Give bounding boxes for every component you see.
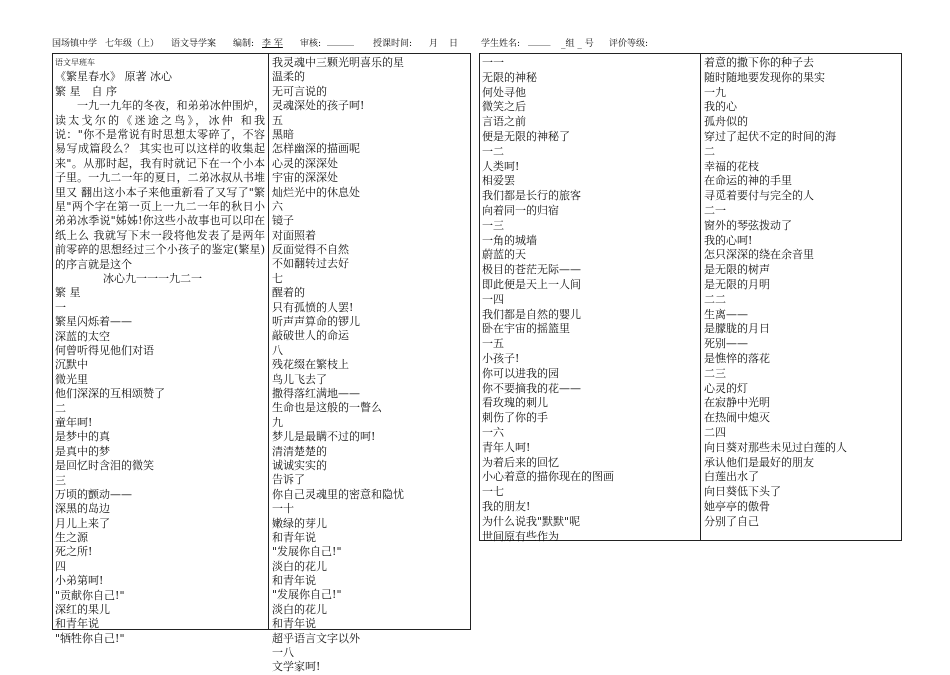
poem-line: 一五 <box>482 337 504 351</box>
poem-line: 在命运的神的手里 <box>704 174 792 188</box>
poem-line: 无限的神秘 <box>482 70 537 84</box>
poem-line: 穿过了起伏不定的时间的海 <box>704 129 836 143</box>
poem-line: 温柔的 <box>272 70 305 84</box>
poem-line: 二一 <box>704 203 726 217</box>
poem-line: 深红的果儿 <box>55 603 110 617</box>
poem-line: 是无限的月明 <box>704 277 770 291</box>
poem-line: 你不要摘我的花—— <box>482 381 581 395</box>
reviewer-label: 审核: <box>300 39 322 49</box>
poem-line: 诚诚实实的 <box>272 458 327 472</box>
poem-line: 生命也是这般的一瞥么 <box>272 401 382 415</box>
poem-line: 月儿上来了 <box>55 516 110 530</box>
poem-line: 微光里 <box>55 372 88 386</box>
poem-line: 我的朋友! <box>482 499 531 513</box>
poem-line: 繁星闪烁着—— <box>55 315 132 329</box>
poem-line: 是梦中的真 <box>55 430 110 444</box>
poem-line: 我的心 <box>704 100 737 114</box>
poem-line: 一八 <box>272 646 294 660</box>
poem-line: 一四 <box>482 292 504 306</box>
poem-line: 青年人呵! <box>482 440 531 454</box>
poem-line: 六 <box>272 199 283 213</box>
poem-line: 二二 <box>704 292 726 306</box>
poem-line: 和青年说 <box>272 617 316 631</box>
poem-line: 刺伤了你的手 <box>482 411 548 425</box>
poem-line: 梦儿是最瞒不过的呵! <box>272 430 376 444</box>
poem-line: 小心着意的描你现在的图画 <box>482 470 614 484</box>
poem-line: 生之源 <box>55 531 88 545</box>
poem-line: 你可以进我的园 <box>482 366 559 380</box>
poem-line: 一二 <box>482 144 504 158</box>
poem-line: 语文早班车 <box>55 58 95 67</box>
poem-line: 心灵的灯 <box>704 381 748 395</box>
month-label: 月 <box>429 39 439 49</box>
poem-line: 向日葵对那些未见过白莲的人 <box>704 440 847 454</box>
poem-line: 四 <box>55 559 66 573</box>
poem-line: 他们深深的互相颂赞了 <box>55 387 165 401</box>
poem-line: 文学家呵! <box>272 660 321 674</box>
column-2 <box>270 54 472 674</box>
editor-name: 李 军 <box>262 39 283 49</box>
poem-line: 童年呵! <box>55 415 93 429</box>
preface-text: 一九一九年的冬夜，和弟弟冰仲围炉，读太戈尔的《迷途之鸟》，冰仲 和我说："你不是常说有时思想太零碎了，不容易写成篇段么？ 其实也可以这样的收集起来"。从那时起，我有时就记下在一个小本子里。一九二一年的夏日，二弟冰叔从书堆里又 翻出这小本子来他重新看了又写了"繁星"两个字在第一页上一九二一年的秋日小弟弟冰季说"姊姊!你这些小故事也可以印在纸上么 我就写下末一段将他发表了是两年前零碎的思想经过三个小孩子的鉴定(繁星)的序言就是这个 <box>55 99 265 271</box>
column-2-poems <box>272 56 469 675</box>
poem-line: 和青年说 <box>55 617 99 631</box>
poem-line: 心灵的深深处 <box>272 156 338 170</box>
poem-line: 一角的城墙 <box>482 233 537 247</box>
poem-line: 幸福的花枝 <box>704 159 759 173</box>
poem-line: 灵魂深处的孩子呵! <box>272 99 365 113</box>
poem-line: 寻觅着要付与完全的人 <box>704 189 814 203</box>
poem-line: 微笑之后 <box>482 100 526 114</box>
poem-line: 一三 <box>482 218 504 232</box>
poem-line: 九 <box>272 415 283 429</box>
poem-line: 极目的苍茫无际—— <box>482 263 581 277</box>
poem-line: 淡白的花儿 <box>272 602 327 616</box>
poem-line: 淡白的花儿 <box>272 559 327 573</box>
poem-line: 醒着的 <box>272 286 305 300</box>
student-name-label: 学生姓名: <box>481 39 521 49</box>
poem-line: 言语之前 <box>482 115 526 129</box>
poem-line: 告诉了 <box>272 473 305 487</box>
poem-line: 死别—— <box>704 337 748 351</box>
column-3 <box>480 54 701 543</box>
left-table <box>52 53 471 674</box>
poem-line: 不如翻转过去好 <box>272 257 349 271</box>
poem-line: 向日葵低下头了 <box>704 485 781 499</box>
poem-line: 对面照着 <box>272 228 316 242</box>
poem-line: 随时随地要发现你的果实 <box>704 70 825 84</box>
poem-line: 镜子 <box>272 214 294 228</box>
column-4 <box>702 54 903 540</box>
poem-line: 灿烂光中的休息处 <box>272 185 360 199</box>
poem-line: 三 <box>55 473 66 487</box>
poem-line: 嫩绿的芽儿 <box>272 516 327 530</box>
poem-line: 是回忆时含泪的微笑 <box>55 459 154 473</box>
poem-line: 是真中的梦 <box>55 444 110 458</box>
poem-line: 承认他们是最好的朋友 <box>704 455 814 469</box>
poem-line: 一六 <box>482 425 504 439</box>
poem-line: 深蓝的太空 <box>55 329 110 343</box>
poem-line: 鸟儿飞去了 <box>272 372 327 386</box>
poem-line: 人类呵! <box>482 159 520 173</box>
school-name: 国场镇中学 <box>52 39 98 49</box>
poem-line: 一一 <box>482 56 504 69</box>
poem-line: 白莲出水了 <box>704 470 759 484</box>
poem-line: 她亭亭的傲骨 <box>704 499 770 513</box>
poem-line: 死之所! <box>55 545 93 559</box>
editor-label: 编制: <box>233 39 255 49</box>
preface-signature: 冰心九一一一九二一 <box>103 272 202 286</box>
poem-line: 无可言说的 <box>272 84 327 98</box>
poem-line: 宇宙的深深处 <box>272 171 338 185</box>
poem-line: 小孩子! <box>482 351 520 365</box>
poem-line: 孤舟似的 <box>704 115 748 129</box>
poem-line: 二 <box>704 144 715 158</box>
poem-line: 我灵魂中三颗光明喜乐的星 <box>272 56 404 69</box>
poem-line: 是无限的树声 <box>704 263 770 277</box>
poem-line: 和青年说 <box>272 530 316 544</box>
poem-line: 向着同一的归宿 <box>482 203 559 217</box>
grade-label: 七年级（上） <box>105 39 160 49</box>
poem-line: 繁 星 <box>55 286 81 300</box>
poem-line: 二 <box>55 401 66 415</box>
poem-line: 怎只深深的绕在余音里 <box>704 248 814 262</box>
poem-line: 怎样幽深的描画呢 <box>272 142 360 156</box>
poem-line: 一九 <box>704 85 726 99</box>
poem-line: 繁 星 自 序 <box>55 84 117 98</box>
poem-line: "发展你自己!" <box>272 588 342 602</box>
rating-label: 评价等级: <box>609 39 649 49</box>
poem-line: 卧在宇宙的摇篮里 <box>482 322 570 336</box>
poem-line: 我们都是长行的旅客 <box>482 189 581 203</box>
poem-line: 和青年说 <box>272 574 316 588</box>
poem-line: 撒得落红满地—— <box>272 386 360 400</box>
poem-line: 《繁星春水》 原著 冰心 <box>55 70 172 84</box>
poem-line: 深黑的岛边 <box>55 502 110 516</box>
poem-line: "贡献你自己!" <box>55 588 125 602</box>
poem-line: 为着后来的回忆 <box>482 455 559 469</box>
poem-line: 相爱罢 <box>482 174 515 188</box>
document-type: 语文导学案 <box>171 39 217 49</box>
poem-line: 我们都是自然的婴儿 <box>482 307 581 321</box>
poem-line: 你自己灵魂里的密意和隐忧 <box>272 487 404 501</box>
poem-line: 蔚蓝的天 <box>482 248 526 262</box>
reviewer-blank: ______ <box>327 36 354 46</box>
poem-line: 在寂静中光明 <box>704 396 770 410</box>
poem-line: 生离—— <box>704 307 748 321</box>
poem-line: 是朦胧的月日 <box>704 322 770 336</box>
poem-line: 残花缀在繁枝上 <box>272 358 349 372</box>
poem-line: 一七 <box>482 485 504 499</box>
column-1 <box>53 54 269 645</box>
poem-line: 超乎语言文字以外 <box>272 631 360 645</box>
poem-line: 看玫瑰的刺儿 <box>482 396 548 410</box>
poem-line: 二四 <box>704 425 726 439</box>
poem-line: 我的心呵! <box>704 233 753 247</box>
poem-line: 即此便是天上一人间 <box>482 277 581 291</box>
poem-line: 分别了自己 <box>704 514 759 528</box>
poem-line: 只有孤愤的人罢! <box>272 300 354 314</box>
poem-line: 小弟第呵! <box>55 574 104 588</box>
poem-line: 清清楚楚的 <box>272 444 327 458</box>
day-label: 日 <box>449 39 459 49</box>
student-name-blank: _____ <box>528 36 551 46</box>
poem-line: 世间原有些作为 <box>482 529 559 543</box>
poem-line: 是憔悴的落花 <box>704 351 770 365</box>
poem-line: 听声声算命的锣儿 <box>272 315 360 329</box>
column-4-poems <box>704 56 900 530</box>
poem-line: 何曾听得见他们对语 <box>55 344 154 358</box>
poem-line: 敲破世人的命运 <box>272 329 349 343</box>
poem-line: 着意的撒下你的种子去 <box>704 56 814 69</box>
column-3-poems <box>482 56 697 544</box>
poem-line: 沉默中 <box>55 358 88 372</box>
poem-line: 五 <box>272 113 283 127</box>
poem-line: 七 <box>272 271 283 285</box>
poem-line: 黑暗 <box>272 127 294 141</box>
poem-line: 一 <box>55 300 66 314</box>
column-1-poems <box>55 286 265 646</box>
poem-line: 何处寻他 <box>482 85 526 99</box>
poem-line: 反面觉得不自然 <box>272 243 349 257</box>
group-number: _组 _ 号 <box>561 39 594 49</box>
right-table <box>479 53 902 541</box>
page-header <box>52 36 932 50</box>
poem-line: 一十 <box>272 502 294 516</box>
poem-line: 为什么说我"默默"呢 <box>482 514 581 528</box>
class-time-label: 授课时间: <box>373 39 413 49</box>
poem-line: 在热闹中熄灭 <box>704 411 770 425</box>
poem-line: 八 <box>272 343 283 357</box>
poem-line: "发展你自己!" <box>272 545 342 559</box>
poem-line: 二三 <box>704 366 726 380</box>
column-1-intro <box>55 56 265 99</box>
poem-line: "牺牲你自己!" <box>55 631 125 645</box>
poem-line: 窗外的琴弦拨动了 <box>704 218 792 232</box>
poem-line: 便是无限的神秘了 <box>482 129 570 143</box>
poem-line: 万顷的颤动—— <box>55 487 132 501</box>
